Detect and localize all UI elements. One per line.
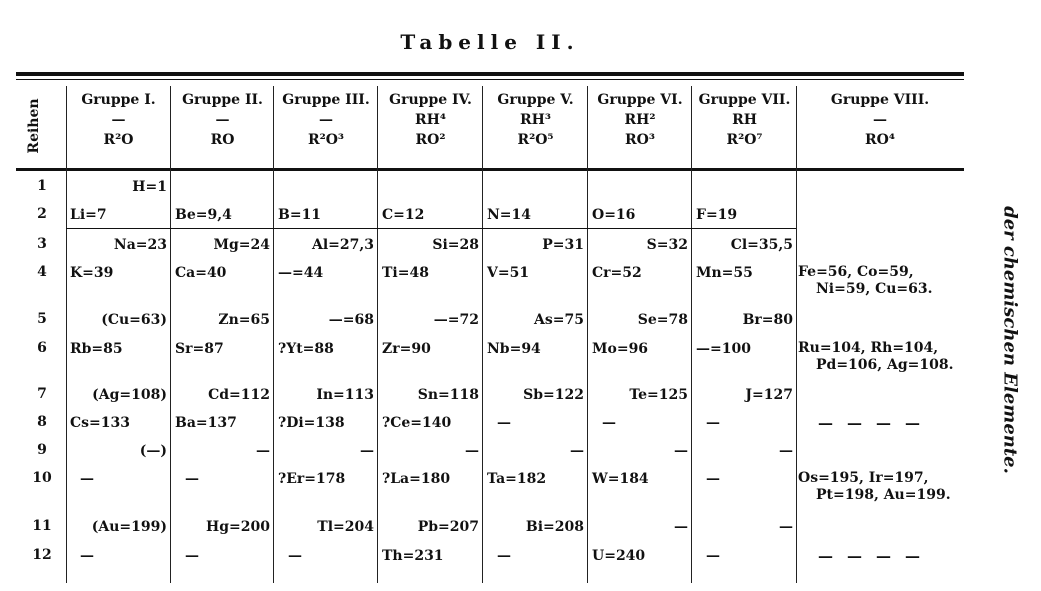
group-header-name: Gruppe V. [497,92,574,108]
element-cell: Zr=90 [382,341,431,357]
element-cell: Tl=204 [317,519,374,535]
group-header-oxide: RO⁴ [865,132,895,148]
group-header-hydride: — [873,112,887,128]
row-number: 10 [32,470,52,486]
group-header-oxide: RO³ [625,132,655,148]
element-cell: Sn=118 [417,387,479,403]
element-cell: — [497,415,511,431]
element-cell: ?Di=138 [278,415,345,431]
element-cell: Al=27,3 [311,237,374,253]
element-cell: Ta=182 [487,471,547,487]
element-cell: Cs=133 [70,415,130,431]
element-cell: — [288,548,302,564]
element-cell: — [779,443,793,459]
group-eight-dashes: ———— [818,414,934,432]
group-header [171,90,274,150]
row-number: 12 [32,547,52,563]
element-cell: — [602,415,616,431]
element-cell: Rb=85 [70,341,123,357]
element-cell: Nb=94 [487,341,541,357]
element-cell: — [185,471,199,487]
row-separator [66,228,796,229]
element-cell: F=19 [696,207,738,223]
element-cell: Mo=96 [592,341,649,357]
group-header-name: Gruppe III. [282,92,370,108]
element-cell: Ca=40 [175,265,227,281]
group-header-name: Gruppe IV. [389,92,472,108]
group-header-oxide: RO [210,132,235,148]
element-cell: P=31 [542,237,584,253]
group-eight-dashes: ———— [818,547,934,565]
group-header-hydride: RH³ [520,112,551,128]
element-cell: (Cu=63) [101,312,167,328]
element-cell: — [674,519,688,535]
element-cell: — [706,548,720,564]
group-header-oxide: R²O³ [307,132,345,148]
column-divider [273,86,274,583]
group-header-name: Gruppe VIII. [830,92,930,108]
row-number: 3 [37,236,47,252]
element-cell: —=68 [328,312,374,328]
element-cell: — [674,443,688,459]
group-header-hydride: — [319,112,333,128]
element-cell: Th=231 [382,548,444,564]
element-cell: N=14 [487,207,532,223]
row-number: 4 [37,264,47,280]
element-cell: Pb=207 [417,519,479,535]
element-cell: As=75 [534,312,584,328]
side-caption [990,190,1030,490]
group-eight-line: Ni=59, Cu=63. [816,281,933,297]
group-eight-cell [798,470,963,504]
element-cell: H=1 [132,179,167,195]
element-cell: Be=9,4 [175,207,232,223]
element-cell: Sr=87 [175,341,224,357]
element-cell: Se=78 [637,312,688,328]
group-header [378,90,483,150]
group-header-hydride: — [111,112,126,128]
column-divider [66,86,67,583]
group-header-name: Gruppe I. [81,92,156,108]
group-eight-cell [798,340,963,374]
column-divider [170,86,171,583]
group-eight-cell [798,264,963,298]
group-eight-line: Fe=56, Co=59, [798,264,914,280]
element-cell: (Au=199) [91,519,167,535]
element-cell: Mn=55 [696,265,753,281]
column-divider [587,86,588,583]
element-cell: — [497,548,511,564]
group-header-oxide: RO² [415,132,446,148]
element-cell: Mg=24 [213,237,270,253]
group-header-oxide: R²O [103,132,134,148]
header-bottom-rule [16,168,964,171]
element-cell: U=240 [592,548,646,564]
group-header [692,90,797,150]
element-cell: ?Er=178 [278,471,346,487]
group-header-oxide: R²O⁷ [726,132,763,148]
element-cell: Cl=35,5 [730,237,793,253]
element-cell: Ti=48 [382,265,429,281]
element-cell: —=44 [278,265,324,281]
element-cell: ?Ce=140 [382,415,452,431]
row-number: 7 [37,386,47,402]
column-divider [691,86,692,583]
group-header-hydride: — [215,112,230,128]
element-cell: Zn=65 [218,312,270,328]
element-cell: C=12 [382,207,425,223]
row-number: 6 [37,340,47,356]
element-cell: — [256,443,270,459]
element-cell: —=72 [433,312,479,328]
side-caption-text: der chemischen Elemente. [999,206,1021,474]
group-header [483,90,588,150]
element-cell: — [570,443,584,459]
element-cell: V=51 [487,265,530,281]
element-cell: W=184 [592,471,649,487]
element-cell: (—) [139,443,167,459]
group-header-name: Gruppe VII. [698,92,791,108]
group-header [797,90,963,150]
group-header-hydride: RH⁴ [415,112,446,128]
element-cell: — [779,519,793,535]
element-cell: — [706,471,720,487]
row-number: 2 [37,206,47,222]
top-thin-rule [16,79,964,80]
element-cell: — [465,443,479,459]
element-cell: S=32 [646,237,688,253]
element-cell: — [360,443,374,459]
element-cell: Cr=52 [592,265,642,281]
row-number: 9 [37,442,47,458]
group-header [588,90,692,150]
element-cell: Cd=112 [208,387,270,403]
group-header-hydride: RH [732,112,757,128]
element-cell: Bi=208 [525,519,584,535]
group-header-hydride: RH² [624,112,656,128]
group-eight-line: Pd=106, Ag=108. [816,357,954,373]
element-cell: O=16 [592,207,636,223]
reihen-header [14,90,54,162]
element-cell: — [80,471,94,487]
element-cell: Ba=137 [175,415,237,431]
group-header [66,90,171,150]
column-divider [377,86,378,583]
group-eight-line: Os=195, Ir=197, [798,470,929,486]
column-divider [796,86,797,583]
element-cell: — [706,415,720,431]
element-cell: ?Yt=88 [278,341,334,357]
row-number: 8 [37,414,47,430]
group-header-oxide: R²O⁵ [517,132,554,148]
element-cell: —=100 [696,341,751,357]
column-divider [482,86,483,583]
reihen-label: Reihen [26,98,42,154]
element-cell: J=127 [745,387,793,403]
element-cell: Te=125 [629,387,688,403]
element-cell: Si=28 [432,237,479,253]
element-cell: In=113 [316,387,374,403]
row-number: 1 [37,178,47,194]
element-cell: Sb=122 [523,387,584,403]
element-cell: Br=80 [742,312,793,328]
row-number: 11 [32,518,52,534]
group-header [274,90,378,150]
element-cell: Hg=200 [206,519,270,535]
element-cell: K=39 [70,265,114,281]
table-title: Tabelle II. [400,30,580,54]
group-header-name: Gruppe II. [182,92,263,108]
group-header-name: Gruppe VI. [597,92,683,108]
element-cell: ?La=180 [382,471,451,487]
top-thick-rule [16,72,964,76]
row-number: 5 [37,311,47,327]
element-cell: — [80,548,94,564]
element-cell: (Ag=108) [92,387,167,403]
group-eight-line: Ru=104, Rh=104, [798,340,939,356]
element-cell: Na=23 [113,237,167,253]
element-cell: — [185,548,199,564]
group-eight-line: Pt=198, Au=199. [816,487,951,503]
element-cell: B=11 [278,207,322,223]
element-cell: Li=7 [70,207,107,223]
